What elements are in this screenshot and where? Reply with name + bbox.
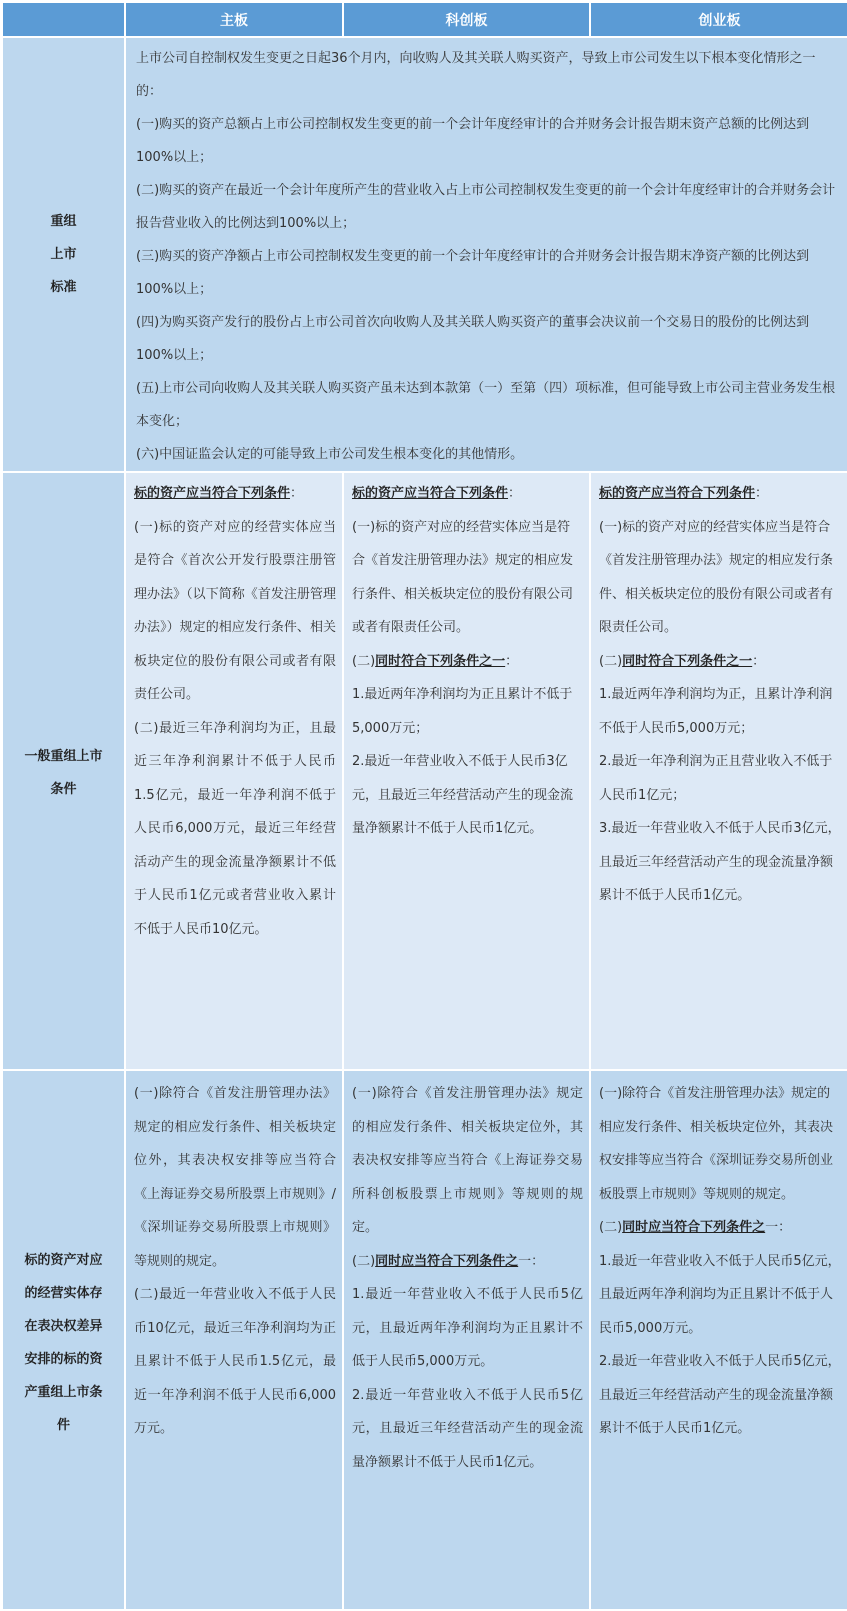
row-label-general-conditions [3,473,124,1069]
star-board-subitem-2: 2.最近一年营业收入不低于人民币5亿元，且最近三年经营活动产生的现金流量净额累计不低于人民币1亿元。 [352,1387,583,1470]
standard-item-4: (四)为购买资产发行的股份占上市公司首次向收购人及其关联人购买资产的董事会决议前一个交易日的股份的比例达到100%以上； [136,315,810,363]
star-board-subitem-1: 1.最近两年净利润均为正且累计不低于5,000万元； [352,687,573,736]
comparison-table [1,1,847,1611]
star-board-item-2 [352,1245,583,1279]
standard-item-6: (六)中国证监会认定的可能导致上市公司发生根本变化的其他情形。 [136,447,524,462]
star-board-subitem-1: 1.最近一年营业收入不低于人民币5亿元，且最近两年净利润均为正且累计不低于人民币5,000万元。 [352,1287,583,1369]
header-main-board: 主板 [126,3,342,36]
star-board-item-1: (一)除符合《首发注册管理办法》规定的相应发行条件、相关板块定位外，其表决权安排等应当符合《上海证券交易所科创板股票上市规则》等规则的规定。 [352,1086,583,1235]
row-label-line: 标准 [50,280,77,295]
standard-item-5: (五)上市公司向收购人及其关联人购买资产虽未达到本款第（一）至第（四）项标准，但可能导致上市公司主营业务发生根本变化； [136,381,836,429]
item-suffix: 一： [765,1220,792,1235]
dual-class-main-board-cell [126,1071,342,1609]
chinext-subitem-2: 2.最近一年净利润为正且营业收入不低于人民币1亿元； [599,754,833,803]
standard-item-2: (二)购买的资产在最近一个会计年度所产生的营业收入占上市公司控制权发生变更的前一个会计年度经审计的合并财务会计报告营业收入的比例达到100%以上； [136,183,836,231]
main-board-item-2: (二)最近一年营业收入不低于人民币10亿元，最近三年净利润均为正且累计不低于人民币1.5亿元，最近一年净利润不低于人民币6,000万元。 [134,1287,336,1436]
item-prefix: (二) [352,1253,376,1269]
table-row-general-restructuring-conditions [3,473,847,1069]
row-label-line: 重组 [50,214,77,229]
row-label-restructuring-standard [3,38,124,471]
header-row [3,3,847,36]
main-board-heading-suffix: ： [290,486,304,501]
chinext-subitem-3: 3.最近一年营业收入不低于人民币3亿元，且最近三年经营活动产生的现金流量净额累计不低于人民币1亿元。 [599,821,841,903]
chinext-item-2 [599,645,842,679]
chinext-heading: 标的资产应当符合下列条件 [599,486,756,501]
item-suffix: ： [505,653,519,669]
table-row-dual-class-conditions [3,1071,847,1609]
main-board-item-1: (一)除符合《首发注册管理办法》规定的相应发行条件、相关板块定位外，其表决权安排等应当符合《上海证券交易所股票上市规则》/《深圳证券交易所股票上市规则》等规则的规定。 [134,1086,336,1269]
standard-item-3: (三)购买的资产净额占上市公司控制权发生变更的前一个会计年度经审计的合并财务会计报告期末净资产额的比例达到100%以上； [136,249,810,297]
row-label-line: 标的资产对应 [24,1253,103,1268]
item-suffix: 一： [518,1253,545,1269]
item-suffix: ： [752,653,766,669]
dual-class-star-board-cell [344,1071,589,1609]
row-label-dual-class-conditions [3,1071,124,1609]
header-chinext: 创业板 [591,3,847,36]
general-star-board-cell [344,473,589,1069]
standard-item-1: (一)购买的资产总额占上市公司控制权发生变更的前一个会计年度经审计的合并财务会计报告期末资产总额的比例达到100%以上； [136,117,810,165]
row-label-line: 件 [56,1418,70,1433]
item-prefix: (二) [352,653,376,669]
row-label-line: 的经营实体存 [24,1286,103,1301]
star-board-subitem-2: 2.最近一年营业收入不低于人民币3亿元，且最近三年经营活动产生的现金流量净额累计不低于人民币1亿元。 [352,754,574,836]
main-board-item-1: (一)标的资产对应的经营实体应当是符合《首次公开发行股票注册管理办法》（以下简称《首发注册管理办法》）规定的相应发行条件、相关板块定位的股份有限公司或者有限责任公司。 [134,519,336,702]
merged-standard-cell [126,38,847,471]
main-board-heading: 标的资产应当符合下列条件 [134,486,291,501]
header-star-board: 科创板 [344,3,589,36]
item-heading: 同时符合下列条件之一 [375,653,506,669]
chinext-item-1: (一)标的资产对应的经营实体应当是符合《首发注册管理办法》规定的相应发行条件、相关板块定位的股份有限公司或者有限责任公司。 [599,519,834,635]
chinext-subitem-1: 1.最近两年净利润均为正，且累计净利润不低于人民币5,000万元； [599,687,833,736]
general-main-board-cell [126,473,342,1069]
item-prefix: (二) [599,1220,623,1235]
general-chinext-cell [591,473,847,1069]
star-board-heading: 标的资产应当符合下列条件 [352,486,509,501]
chinext-subitem-2: 2.最近一年营业收入不低于人民币5亿元，且最近三年经营活动产生的现金流量净额累计不低于人民币1亿元。 [599,1354,841,1436]
chinext-item-2 [599,1211,842,1245]
row-label-line: 上市 [50,247,77,262]
item-heading: 同时应当符合下列条件之 [622,1220,766,1235]
item-heading: 同时符合下列条件之一 [622,653,753,669]
chinext-subitem-1: 1.最近一年营业收入不低于人民币5亿元，且最近两年净利润均为正且累计不低于人民币5,000万元。 [599,1253,841,1336]
star-board-item-1: (一)标的资产对应的经营实体应当是符合《首发注册管理办法》规定的相应发行条件、相关板块定位的股份有限公司或者有限责任公司。 [352,519,574,635]
chinext-item-1: (一)除符合《首发注册管理办法》规定的相应发行条件、相关板块定位外，其表决权安排等应当符合《深圳证券交易所创业板股票上市规则》等规则的规定。 [599,1086,834,1202]
item-heading: 同时应当符合下列条件之 [375,1253,519,1269]
standard-intro: 上市公司自控制权发生变更之日起36个月内，向收购人及其关联人购买资产，导致上市公司发生以下根本变化情形之一的： [136,51,816,99]
row-label-line: 在表决权差异 [24,1319,103,1334]
star-board-item-2 [352,645,583,679]
row-label-line: 一般重组上市 [24,749,103,764]
row-label-line: 安排的标的资 [24,1352,103,1367]
row-label-line: 产重组上市条 [24,1385,103,1400]
main-board-item-2: (二)最近三年净利润均为正，且最近三年净利润累计不低于人民币1.5亿元，最近一年净利润不低于人民币6,000万元，最近三年经营活动产生的现金流量净额累计不低于人民币1亿元或者营业收入累计不低于人民币10亿元。 [134,720,336,937]
star-board-heading-suffix: ： [508,486,522,501]
row-label-line: 条件 [50,782,77,797]
chinext-heading-suffix: ： [755,486,769,501]
header-blank-cell [3,3,124,36]
dual-class-chinext-cell [591,1071,847,1609]
table-row-restructuring-listing-standard [3,38,847,471]
item-prefix: (二) [599,653,623,669]
